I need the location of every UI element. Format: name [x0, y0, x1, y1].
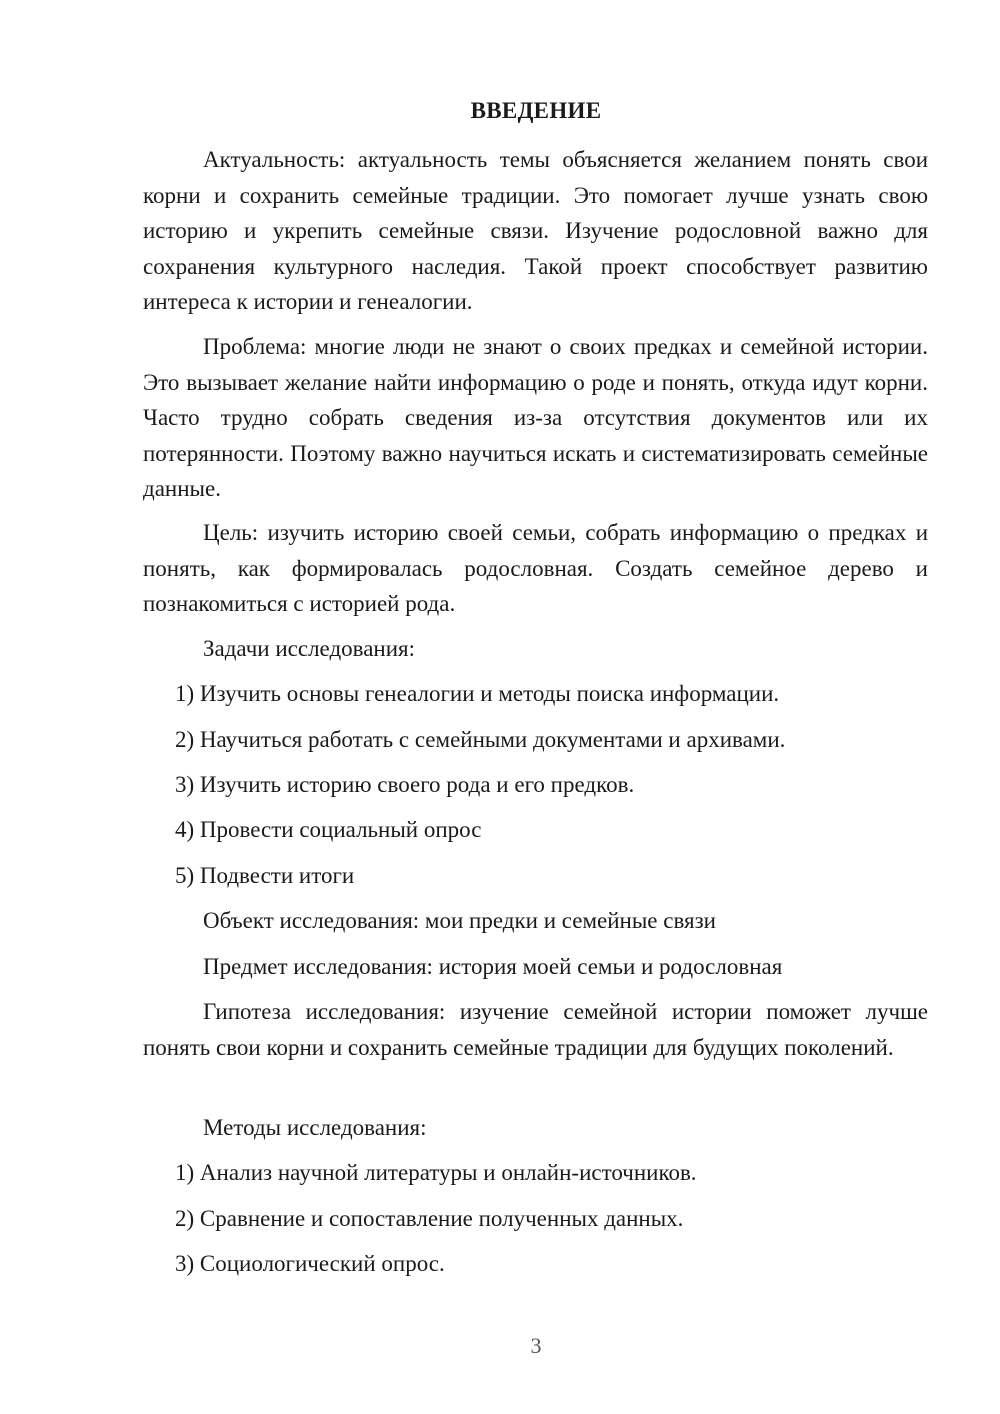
object-line: Объект исследования: мои предки и семейные связи: [203, 908, 716, 933]
relevance-paragraph: Актуальность: актуальность темы объясняется желанием понять свои корни и сохранить семейные традиции. Это помогает лучше узнать свою историю и укрепить семейные связи. Изучение родословной важно для сохранения культурного наследия. Такой проект способствует развитию интереса к истории и генеалогии.: [143, 147, 928, 314]
tasks-heading: Задачи исследования:: [203, 636, 416, 661]
task-item: 3) Изучить историю своего рода и его предков.: [175, 772, 635, 797]
task-item: 1) Изучить основы генеалогии и методы поиска информации.: [175, 681, 780, 706]
page-number: 3: [530, 1333, 542, 1358]
method-item: 2) Сравнение и сопоставление полученных данных.: [175, 1206, 684, 1231]
page-title: ВВЕДЕНИЕ: [470, 98, 602, 123]
method-item: 3) Социологический опрос.: [175, 1251, 445, 1276]
subject-line: Предмет исследования: история моей семьи и родословная: [203, 954, 783, 979]
goal-paragraph: Цель: изучить историю своей семьи, собрать информацию о предках и понять, как формировалась родословная. Создать семейное дерево и познакомиться с историей рода.: [143, 520, 928, 616]
problem-paragraph: Проблема: многие люди не знают о своих предках и семейной истории. Это вызывает желание найти информацию о роде и понять, откуда идут корни. Часто трудно собрать сведения из-за отсутствия документов или их потерянности. Поэтому важно научиться искать и систематизировать семейные данные.: [143, 334, 928, 501]
method-item: 1) Анализ научной литературы и онлайн-источников.: [175, 1160, 697, 1185]
task-item: 4) Провести социальный опрос: [175, 817, 482, 842]
task-item: 5) Подвести итоги: [175, 863, 355, 888]
task-item: 2) Научиться работать с семейными документами и архивами.: [175, 727, 786, 752]
methods-heading: Методы исследования:: [203, 1115, 427, 1140]
hypothesis-paragraph: Гипотеза исследования: изучение семейной истории поможет лучше понять свои корни и сохранить семейные традиции для будущих поколений.: [143, 999, 928, 1060]
